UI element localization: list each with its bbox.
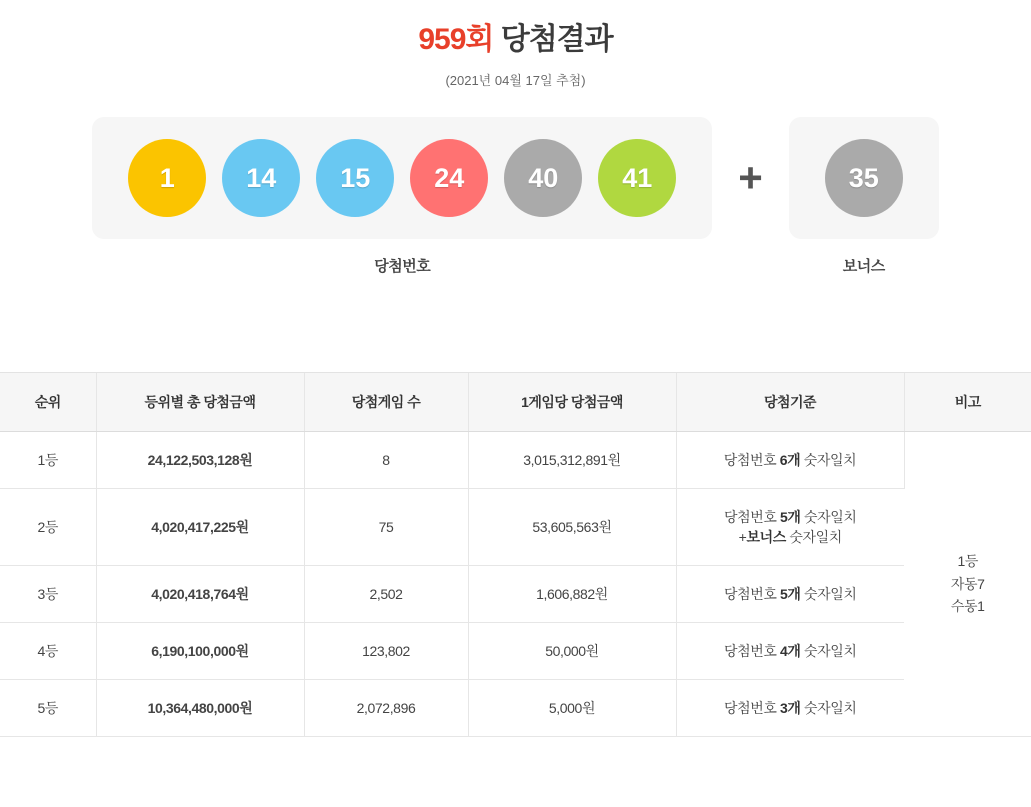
table-row <box>0 489 1031 566</box>
note-line: 수동1 <box>950 598 985 615</box>
criteria-bold: 5개 <box>779 509 801 525</box>
round-number: 959회 <box>418 23 494 56</box>
criteria-cell <box>676 566 904 623</box>
total-prize-cell: 24,122,503,128원 <box>96 432 304 489</box>
criteria-post: 숫자일치 <box>800 700 857 716</box>
winning-ball: 24 <box>410 139 488 217</box>
bonus-number-column <box>789 117 939 276</box>
criteria-cell <box>676 680 904 737</box>
criteria-post: 숫자일치 <box>800 643 857 659</box>
criteria-bold: 5개 <box>779 586 801 602</box>
table-header-cell: 비고 <box>904 373 1031 432</box>
winning-games-cell: 8 <box>304 432 468 489</box>
page-title <box>0 22 1031 58</box>
main-numbers-column <box>92 117 712 276</box>
criteria-pre: 당첨번호 <box>723 509 780 525</box>
table-row <box>0 680 1031 737</box>
criteria-post: 숫자일치 <box>800 452 857 468</box>
total-prize-cell: 6,190,100,000원 <box>96 623 304 680</box>
criteria-cell <box>676 623 904 680</box>
main-numbers-label: 당첨번호 <box>374 258 431 275</box>
bonus-ball: 35 <box>825 139 903 217</box>
rank-cell: 1등 <box>0 432 96 489</box>
criteria-post: 숫자일치 <box>800 586 857 602</box>
winning-games-cell: 2,072,896 <box>304 680 468 737</box>
plus-icon: + <box>738 154 763 201</box>
criteria-line2-post: 숫자일치 <box>785 529 842 545</box>
winning-ball: 1 <box>128 139 206 217</box>
total-prize-cell: 10,364,480,000원 <box>96 680 304 737</box>
winning-ball: 15 <box>316 139 394 217</box>
winning-games-cell: 75 <box>304 489 468 566</box>
criteria-cell <box>676 489 904 566</box>
per-game-prize-cell: 53,605,563원 <box>468 489 676 566</box>
note-line: 자동7 <box>950 575 985 592</box>
bonus-number-label: 보너스 <box>842 258 885 275</box>
per-game-prize-cell: 3,015,312,891원 <box>468 432 676 489</box>
prize-table <box>0 373 1031 737</box>
winning-games-cell: 123,802 <box>304 623 468 680</box>
main-numbers-group <box>92 117 712 239</box>
table-header-cell: 순위 <box>0 373 96 432</box>
table-row <box>0 432 1031 489</box>
rank-cell: 5등 <box>0 680 96 737</box>
rank-cell: 4등 <box>0 623 96 680</box>
criteria-bold: 6개 <box>779 452 801 468</box>
winning-ball: 40 <box>504 139 582 217</box>
criteria-bold: 3개 <box>779 700 801 716</box>
winning-numbers-section <box>0 117 1031 286</box>
criteria-line2-bold: 보너스 <box>746 529 786 545</box>
criteria-pre: 당첨번호 <box>723 452 780 468</box>
winning-ball: 41 <box>598 139 676 217</box>
result-header <box>0 0 1031 89</box>
draw-date: (2021년 04월 17일 추첨) <box>445 73 586 88</box>
table-header-cell: 당첨게임 수 <box>304 373 468 432</box>
per-game-prize-cell: 50,000원 <box>468 623 676 680</box>
table-header-row <box>0 373 1031 432</box>
total-prize-cell: 4,020,417,225원 <box>96 489 304 566</box>
note-line: 1등 <box>957 553 978 570</box>
rank-cell: 2등 <box>0 489 96 566</box>
criteria-pre: 당첨번호 <box>723 643 780 659</box>
winning-games-cell: 2,502 <box>304 566 468 623</box>
criteria-pre: 당첨번호 <box>723 700 780 716</box>
table-row <box>0 566 1031 623</box>
criteria-pre: 당첨번호 <box>723 586 780 602</box>
note-cell <box>904 432 1031 737</box>
table-header-cell: 등위별 총 당첨금액 <box>96 373 304 432</box>
criteria-bold: 4개 <box>779 643 801 659</box>
rank-cell: 3등 <box>0 566 96 623</box>
table-header-cell: 당첨기준 <box>676 373 904 432</box>
criteria-line2-pre: + <box>738 529 747 545</box>
total-prize-cell: 4,020,418,764원 <box>96 566 304 623</box>
per-game-prize-cell: 1,606,882원 <box>468 566 676 623</box>
criteria-post: 숫자일치 <box>800 509 857 525</box>
criteria-cell <box>676 432 904 489</box>
per-game-prize-cell: 5,000원 <box>468 680 676 737</box>
table-row <box>0 623 1031 680</box>
title-suffix: 당첨결과 <box>493 23 613 56</box>
bonus-number-group <box>789 117 939 239</box>
winning-ball: 14 <box>222 139 300 217</box>
table-header-cell: 1게임당 당첨금액 <box>468 373 676 432</box>
